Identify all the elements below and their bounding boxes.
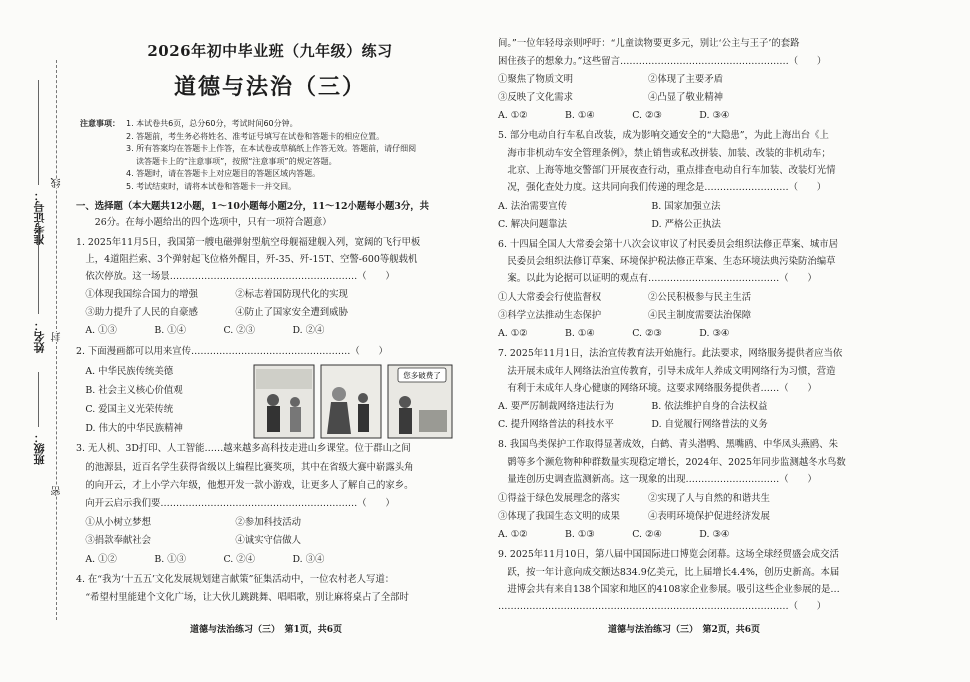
question-line: 9. 2025年11月10日，第八届中国国际进口博览会闭幕。这场全球经贸盛会成交活 (498, 549, 839, 560)
mark-close: 密 (52, 486, 63, 496)
option-line: ①人大常委会行使监督权 ②公民积极参与民主生活 (498, 292, 752, 303)
label-class: 班级： (33, 432, 46, 465)
section-instruction: 26分。在每小题给出的四个选项中，只有一项符合题意） (76, 217, 332, 228)
question-line: 鹮等多个濒危物种种群数量实现稳定增长，2024年、2025年同步监测越冬水鸟数 (498, 457, 846, 468)
question-line: 5. 部分电动自行车私自改装，成为影响交通安全的“大隐患”，为此上海出台《上 (498, 130, 829, 141)
option-line: ①聚焦了物质文明 ②体现了主要矛盾 (498, 74, 724, 85)
option-line: A. 法治需要宣传 B. 国家加强立法 (498, 201, 721, 212)
question-line: 8. 我国鸟类保护工作取得显著成效，白鹤、青头潜鸭、黑嘴鸥、中华凤头燕鸥、朱 (498, 439, 839, 450)
notice-label: 注意事项： (80, 119, 120, 128)
question-line: 况，强化查处力度。这共同向我们传递的理念是………………………（ ） (498, 182, 827, 193)
question-line: 2. 下面漫画都可以用来宣传……………………………………………（ ） (76, 346, 388, 357)
option-line: C. 爱国主义光荣传统 (76, 404, 174, 415)
mark-seal: 封 (52, 332, 63, 342)
answer-choices: A. ①② B. ①③ C. ②④ D. ③④ (76, 554, 325, 565)
question-line: 3. 无人机、3D打印、人工智能……越来越多高科技走进山乡课堂。位于群山之间 (76, 443, 411, 454)
binding-margin (0, 0, 66, 682)
notice-line: 4. 答题时，请在答题卡上对应题目的答题区域内答题。 (126, 169, 321, 178)
cartoon-figure-body (267, 406, 280, 432)
question-line: 跃，按一年计意向成交额达834.9亿美元，比上届增长4.4%，创历史新高。本届 (498, 567, 840, 578)
cartoon-child-head (358, 393, 368, 403)
option-line: ①体现我国综合国力的增强 ②标志着国防现代化的实现 (76, 289, 348, 300)
notice-block (80, 118, 470, 193)
section-heading: 一、选择题（本大题共12小题，1～10小题每小题2分，11～12小题每小题3分，共 (76, 201, 430, 212)
question-line: 1. 2025年11月5日，我国第一艘电磁弹射型航空母舰福建舰入列，宽阔的飞行甲板 (76, 237, 421, 248)
question-line: 量连创历史调查监测新高。这一现象的出现…………………………（ ） (498, 474, 817, 485)
question-line: 4. 在“我为‘十五五’文化发展规划建言献策”征集活动中，一位农村老人写道： (76, 574, 395, 585)
option-line: ③捐款奉献社会 ④诚实守信做人 (76, 535, 302, 546)
cartoon-elder-head (332, 387, 346, 401)
page-footer-1: 道德与法治练习（三） 第1页，共6页 (190, 625, 343, 635)
cartoon-figure-body (290, 407, 301, 432)
cartoon-figure-head (399, 396, 411, 408)
option-line: D. 伟大的中华民族精神 (76, 423, 183, 434)
exam-subject: 道德与法治（三） (173, 74, 366, 100)
option-line: ③反映了文化需求 ④凸显了敬业精神 (498, 92, 724, 103)
option-line: C. 解决问题靠法 D. 严格公正执法 (498, 219, 721, 230)
cartoon-figure-body (399, 408, 412, 434)
notice-line: 1. 本试卷共6页，总分60分，考试时间60分钟。 (126, 119, 298, 128)
notice-line: 5. 考试结束时，请将本试卷和答题卡一并交回。 (126, 181, 297, 191)
question-line: 6. 十四届全国人大常委会第十八次会议审议了村民委员会组织法修正草案、城市居 (498, 239, 839, 250)
option-line: C. 提升网络普法的科技水平 D. 自觉履行网络普法的义务 (498, 419, 768, 430)
question-line: 海市非机动车安全管理条例》，禁止销售或私改拼装、加装、改装的非机动车； (498, 148, 831, 159)
question-line: 的向开云，才上小学六年级，他想开发一款小游戏，让更多人了解自己的家乡。 (76, 480, 414, 491)
question-line: 法开展未成年人网络法治宣传教育，引导未成年人养成文明网络行为习惯，营造 (498, 366, 836, 377)
option-line: ①从小树立梦想 ②参加科技活动 (76, 517, 302, 528)
option-line: B. 社会主义核心价值观 (76, 385, 183, 396)
question-line: 上，4道阻拦索、3个弹射起飞位格外醒目，歼-35、歼-15T、空警-600等舰载机 (76, 254, 418, 265)
option-line: A. 要严厉制裁网络违法行为 B. 依法维护自身的合法权益 (498, 401, 768, 412)
cartoon-child-body (358, 404, 369, 432)
cartoon-figure-head (290, 397, 300, 407)
question-line: …………………………………………………………………………………（ ） (498, 601, 827, 612)
answer-choices: A. ①② B. ①④ C. ②③ D. ③④ (498, 328, 730, 339)
cartoon-svg (253, 364, 453, 439)
question-line: 民委员会组织法修订草案、环境保护税法修正草案、生态环境法典污染防治编草 (498, 256, 836, 267)
cartoon-caption: 您多破费了 (403, 371, 441, 380)
notice-line: 2. 答题前，考生务必将姓名、准考证号填写在试卷和答题卡的相应位置。 (126, 131, 385, 141)
notice-line: 读答题卡上的“注意事项”，按照“注意事项”的规定答题。 (136, 156, 337, 166)
question-line: 案。以此为论据可以证明的观点有……………………………………（ ） (498, 273, 817, 284)
cartoon-counter (419, 410, 447, 432)
name-field-line (38, 222, 39, 314)
question-line: 依次停放。这一场景……………………………………………………（ ） (76, 271, 395, 282)
option-line: ③科学立法推动生态保护 ④民主制度需要法治保障 (498, 310, 752, 321)
cartoon-illustration (253, 364, 453, 439)
question-line: 北京、上海等地交警部门开展夜查行动，重点排查电动自行车加装、改装灯光情 (498, 165, 836, 176)
answer-choices: A. ①② B. ①③ C. ②④ D. ③④ (498, 529, 730, 540)
cartoon-panel-1-sky (256, 369, 312, 389)
cartoon-elder-body (327, 402, 351, 434)
question-line: 进博会共有来自138个国家和地区的4108家企业参展。吸引这些企业参展的是… (498, 584, 840, 595)
option-line: ③体现了我国生态文明的成果 ④表明环境保护促进经济发展 (498, 511, 770, 522)
answer-choices: A. ①③ B. ①④ C. ②③ D. ②④ (76, 325, 325, 336)
option-line: ①得益于绿色发展理念的落实 ②实现了人与自然的和谐共生 (498, 493, 770, 504)
class-field-line (38, 372, 39, 427)
question-line: 的池源县，近百名学生获得省级以上编程比赛奖项，其中在省级大赛中崭露头角 (76, 462, 414, 473)
cartoon-figure-head (267, 394, 279, 406)
label-candidate-id: 准考证号： (33, 190, 46, 245)
notice-line: 3. 所有答案均在答题卡上作答，在本试卷或草稿纸上作答无效。答题前，请仔细阅 (126, 144, 417, 153)
question-line: 间。”一位年轻母亲则呼吁：“儿童读物要更多元，别让‘公主与王子’的套路 (498, 38, 800, 49)
candidate-id-field-line (38, 80, 39, 185)
mark-line: 线 (52, 178, 63, 188)
option-line: A. 中华民族传统美德 (76, 366, 174, 377)
question-line: 有利于未成年人身心健康的网络环境。这要求网络服务提供者……（ ） (498, 383, 817, 394)
question-line: 7. 2025年11月1日，法治宣传教育法开始施行。此法要求，网络服务提供者应当依 (498, 348, 843, 359)
page-footer-2: 道德与法治练习（三） 第2页，共6页 (608, 625, 761, 635)
option-line: ③助力提升了人民的自豪感 ④防止了国家安全遭到威胁 (76, 307, 348, 318)
question-line: “希望村里能建个文化广场，让大伙儿跳跳舞、唱唱歌，别让麻将桌占了全部时 (76, 592, 409, 603)
exam-title: 2026年初中毕业班（九年级）练习 (147, 42, 393, 60)
answer-choices: A. ①② B. ①④ C. ②③ D. ③④ (498, 110, 730, 121)
label-name: 姓名： (33, 320, 46, 353)
question-line: 向开云启示我们要………………………………………………………（ ） (76, 498, 395, 509)
question-line: 困住孩子的想象力。”这些留言………………………………………………（ ） (498, 56, 827, 67)
